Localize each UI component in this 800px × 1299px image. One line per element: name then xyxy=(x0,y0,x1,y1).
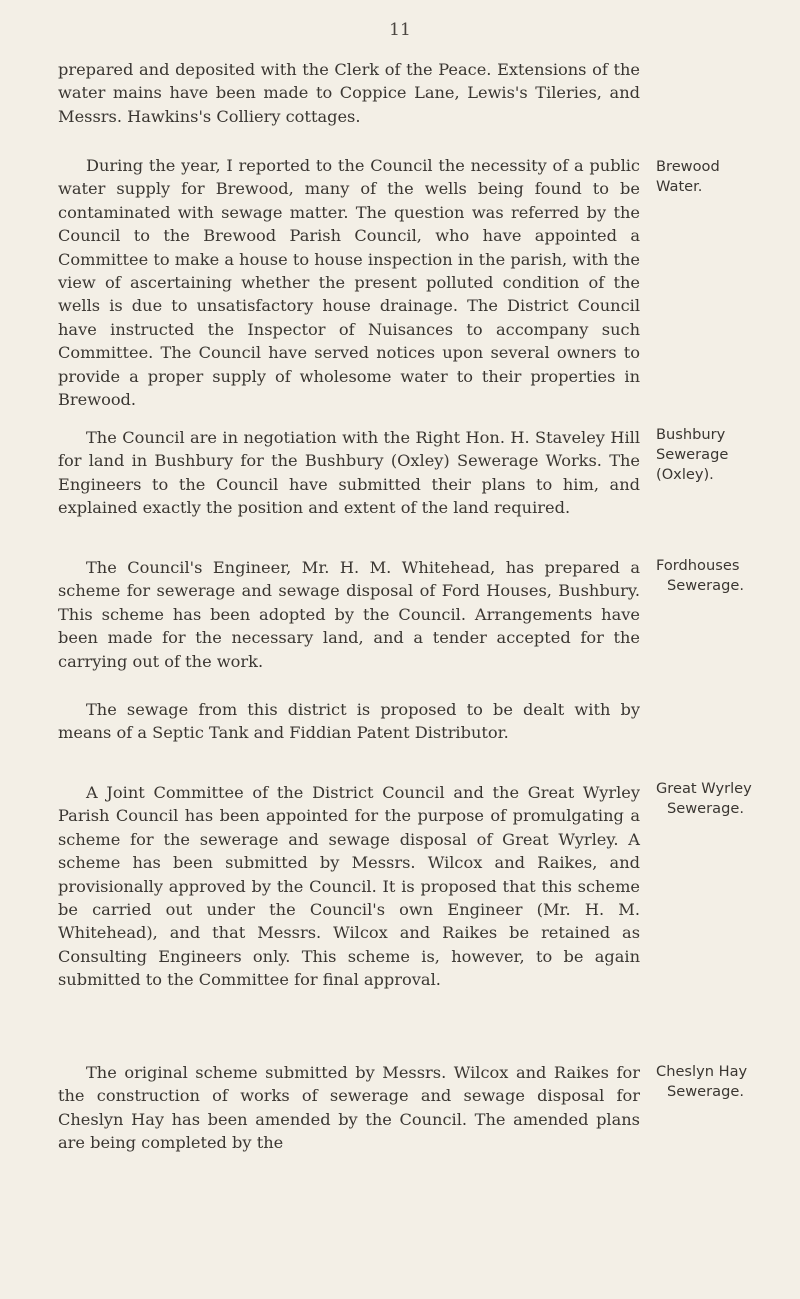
paragraph-text: The sewage from this district is proposed to be dealt with by means of a Septic Tank and Fiddian Patent Distributor. xyxy=(58,700,640,743)
margin-note-fordhouses-sewerage xyxy=(656,556,796,596)
margin-note-line: Cheslyn Hay xyxy=(656,1063,748,1080)
paragraph-great-wyrley-sewerage xyxy=(58,781,640,992)
margin-note-line: Great Wyrley xyxy=(656,780,752,797)
paragraph-text: The Council are in negotiation with the Right Hon. H. Staveley Hill for land in Bushbury for the Bushbury (Oxley) Sewerage Works. The Engineers to the Council have submitted their plans to him, and explained exactly the position and extent of the land required. xyxy=(58,428,640,518)
paragraph-brewood-water xyxy=(58,154,640,411)
margin-note-line: Sewerage. xyxy=(667,577,744,594)
margin-note-line: Bushbury xyxy=(656,426,726,443)
margin-note-line: Sewerage xyxy=(656,446,729,463)
paragraph-sewage-disposal xyxy=(58,698,640,745)
paragraph-bushbury-sewerage xyxy=(58,426,640,520)
margin-note-line: Water. xyxy=(656,178,703,195)
margin-note-bushbury-sewerage xyxy=(656,425,796,485)
paragraph-text: The original scheme submitted by Messrs. Wilcox and Raikes for the construction of works of sewerage and sewage disposal for Cheslyn Hay has been amended by the Council. The amended plans are being completed by the xyxy=(58,1063,640,1153)
paragraph-text: A Joint Committee of the District Council and the Great Wyrley Parish Council has been appointed for the purpose of promulgating a scheme for the sewerage and sewage disposal of Great Wyrley. A scheme has been submitted by Messrs. Wilcox and Raikes, and provisionally approved by the Council. It is proposed that this scheme be carried out under the Council's own Engineer (Mr. H. M. Whitehead), and that Messrs. Wilcox and Raikes be retained as Consulting Engineers only. This scheme is, however, to be again submitted to the Committee for final approval. xyxy=(58,783,640,990)
margin-note-line: Brewood xyxy=(656,158,720,175)
margin-note-line: Sewerage. xyxy=(667,1083,744,1100)
paragraph-cheslyn-hay-sewerage xyxy=(58,1061,640,1155)
paragraph-extensions xyxy=(58,58,640,128)
margin-note-brewood-water xyxy=(656,157,796,197)
margin-note-line: Fordhouses xyxy=(656,557,740,574)
paragraph-fordhouses-sewerage xyxy=(58,556,640,673)
page-number: 11 xyxy=(389,20,411,40)
margin-note-cheslyn-hay-sewerage xyxy=(656,1062,796,1102)
margin-note-great-wyrley-sewerage xyxy=(656,779,796,819)
margin-note-line: Sewerage. xyxy=(667,800,744,817)
paragraph-text: The Council's Engineer, Mr. H. M. Whitehead, has prepared a scheme for sewerage and sewage disposal of Ford Houses, Bushbury. This scheme has been adopted by the Council. Arrangements have been made for the necessary land, and a tender accepted for the carrying out of the work. xyxy=(58,558,640,671)
paragraph-text: During the year, I reported to the Council the necessity of a public water supply for Brewood, many of the wells being found to be contaminated with sewage matter. The question was referred by the Council to the Brewood Parish Council, who have appointed a Committee to make a house to house inspection in the parish, with the view of ascertaining whether the present polluted condition of the wells is due to unsatisfactory house drainage. The District Council have instructed the Inspector of Nuisances to accompany such Committee. The Council have served notices upon several owners to provide a proper supply of wholesome water to their properties in Brewood. xyxy=(58,156,640,410)
paragraph-text: prepared and deposited with the Clerk of the Peace. Extensions of the water mains have been made to Coppice Lane, Lewis's Tileries, and Messrs. Hawkins's Colliery cottages. xyxy=(58,60,640,126)
margin-note-line: (Oxley). xyxy=(656,466,714,483)
